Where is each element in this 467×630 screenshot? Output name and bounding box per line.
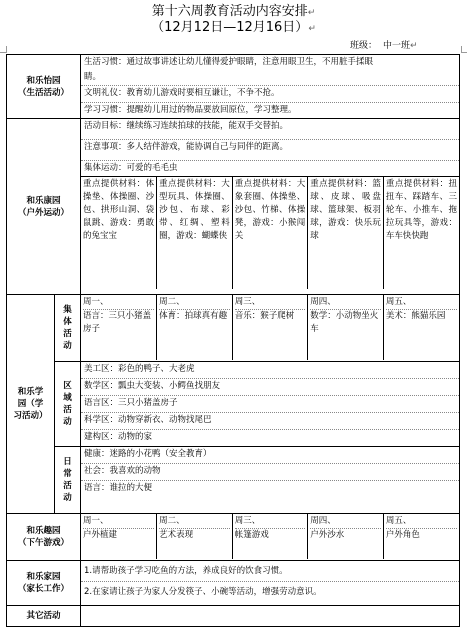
area-art: 美工区：彩色的鸭子、大老虎 — [84, 364, 195, 374]
document-title: 第十六周教育活动内容安排↵ — [151, 4, 316, 19]
daily-health: 健康：迷路的小花鸭（安全教育） — [84, 449, 212, 459]
section-other-label: 其它活动 — [7, 606, 81, 627]
group-activity-content — [81, 295, 460, 362]
section-heyi-label: 和乐怡园 （生活活动） — [7, 55, 81, 119]
game-day-2: 周二、 艺术表现 — [157, 514, 233, 559]
section-hekang-label: 和乐康园 （户外运动） — [7, 119, 81, 295]
materials-day-4: 重点提供材料：篮球、皮球、吸盘球、篮球架、板羽球，游戏：快乐玩球 — [308, 177, 384, 290]
materials-grid — [81, 176, 459, 289]
study-habit-line: 学习习惯：提醒幼儿用过的物品要放回原位，学习整理。 — [81, 102, 459, 118]
row-hexue-daily — [7, 447, 460, 514]
group-exercise: 集体运动：可爱的毛毛虫 — [81, 160, 459, 176]
life-habit-line1: 生活习惯：通过故事讲述让幼儿懂得爱护眼睛，注意用眼卫生，不用脏手揉眼 — [84, 57, 374, 67]
class-line: 班级： 中一班↵ — [350, 41, 418, 51]
area-construction: 建构区：动物的家 — [81, 429, 459, 446]
row-hexue-group — [7, 295, 460, 362]
life-habit-line2: 睛。 — [84, 72, 102, 82]
activity-goal: 活动目标：继续练习连续拍球的技能，能双手交替拍。 — [84, 121, 289, 131]
section-heyi-content — [81, 55, 460, 119]
materials-day-3: 重点提供材料：大象套圈、体操垫、沙包、竹梯、体操凳，游戏：小猴闯关 — [232, 177, 308, 290]
section-other-content — [81, 606, 460, 627]
group-day-3: 周三、 音乐：猴子爬树 — [232, 295, 308, 360]
crop-mark-top-left — [0, 46, 7, 53]
class-value: 中一班 — [383, 41, 411, 51]
row-hequ — [7, 514, 460, 561]
section-hexue-label: 和乐学 园（学 习活动） — [7, 295, 55, 514]
parent-note-2: 2.在家请让孩子为家人分发筷子、小碗等活动，增强劳动意识。 — [81, 581, 459, 602]
group-day-4: 周四、 数学：小动物坐火车 — [308, 295, 384, 360]
group-day-2: 周二、 体育：拍球真有趣 — [157, 295, 233, 360]
game-day-3: 周三、 帐篷游戏 — [232, 514, 308, 559]
group-day-1: 周一、 语言：三只小猪盖房子 — [81, 295, 157, 360]
row-heyi — [7, 55, 460, 119]
area-activity-content — [81, 362, 460, 447]
materials-day-5: 重点提供材料：扭扭车、踩踏车、三轮车、小推车、拖拉玩具等，游戏：车车快快跑 — [383, 177, 459, 290]
group-activity-label: 集 体 活 动 — [55, 295, 81, 362]
section-hejia-label: 和乐家园 （家长工作） — [7, 561, 81, 606]
crop-mark-top-right — [461, 46, 467, 53]
civility-line: 文明礼仪：教育幼儿游戏时要相互谦让，不争不抢。 — [81, 85, 459, 102]
section-hejia-content — [81, 561, 460, 606]
parent-note-1: 1.请帮助孩子学习吃鱼的方法，养成良好的饮食习惯。 — [84, 566, 288, 576]
document-date-range: （12月12日—12月16日）↵ — [151, 20, 316, 35]
area-language: 语言区：三只小猪盖房子 — [81, 395, 459, 412]
section-hekang-content — [81, 119, 460, 295]
materials-day-1: 重点提供材料：体操垫、体操圈、沙包、拱形山洞、袋鼠跳、游戏：勇敢的兔宝宝 — [83, 179, 155, 241]
area-math: 数学区：瓢虫大变装、小鳄鱼找朋友 — [81, 378, 459, 395]
game-day-5: 周五、 户外角色 — [383, 514, 459, 559]
materials-day-2: 重点提供材料：大型玩具、体操圈、沙包、布球、彩带、红绸、塑料圈，游戏：蝴蝶侠 — [157, 177, 233, 290]
daily-society: 社会：我喜欢的动物 — [81, 463, 459, 480]
daily-activity-label: 日 常 活 动 — [55, 447, 81, 514]
class-label: 班级： — [350, 41, 378, 51]
caution-note: 注意事项：多人结伴游戏，能协调自己与同伴的距离。 — [81, 139, 459, 160]
row-other — [7, 606, 460, 627]
area-science: 科学区：动物穿新衣、动物找尾巴 — [81, 412, 459, 429]
group-day-5: 周五、 美术：熊猫乐园 — [383, 295, 459, 360]
area-activity-label: 区 域 活 动 — [55, 362, 81, 447]
game-day-1: 周一、 户外植建 — [81, 514, 157, 559]
row-hejia — [7, 561, 460, 606]
section-hequ-content — [81, 514, 460, 561]
game-day-4: 周四、 户外沙水 — [308, 514, 384, 559]
section-hequ-label: 和乐趣园 （下午游戏） — [7, 514, 81, 561]
row-hexue-area — [7, 362, 460, 447]
afternoon-games-grid — [81, 514, 459, 559]
daily-language: 语言：谁拉的大便 — [81, 480, 459, 497]
group-activity-grid — [81, 295, 459, 360]
row-hekang — [7, 119, 460, 295]
schedule-table — [6, 54, 460, 627]
daily-activity-content — [81, 447, 460, 514]
